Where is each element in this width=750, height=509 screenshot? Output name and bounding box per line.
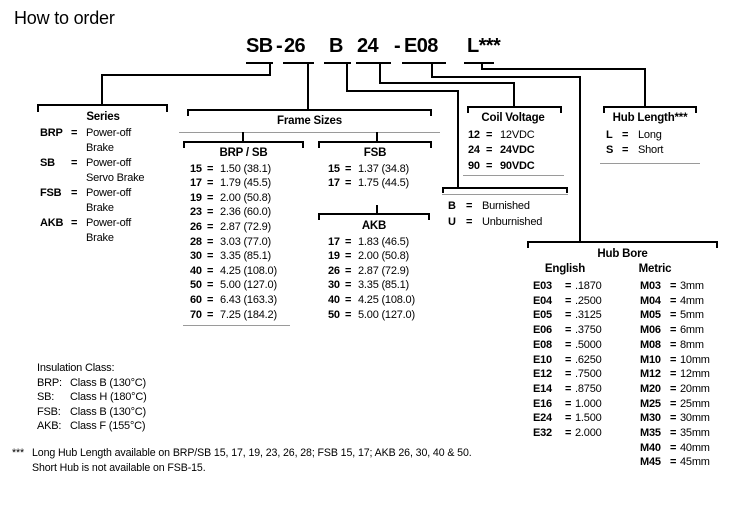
table-row: 28 = 3.03 (77.0) [190,235,272,248]
series-list [37,126,169,246]
table-row: 12 = 12VDC [468,128,535,141]
table-row: 26 = 2.87 (72.9) [190,220,272,233]
coil-voltage-title: Coil Voltage [481,112,545,124]
hub-length-title: Hub Length*** [612,112,688,124]
footnote-line-2: Short Hub is not available on FSB-15. [32,462,206,474]
insulation-line: AKB: Class F (155°C) [37,420,146,433]
connector-segment [346,63,348,92]
bracket-tick [442,187,444,193]
table-row: S = Short [606,144,664,157]
connector-segment [346,90,459,92]
table-row: 24 = 24VDC [468,144,535,157]
table-row: Servo Brake [86,172,145,184]
table-row: 50 = 5.00 (127.0) [328,308,415,321]
series-box-title: Series [86,111,120,123]
burnish-rule [442,194,568,195]
hub-length-box [598,111,702,159]
table-row: M12 = 12mm [640,368,710,381]
underline-frame-size [283,62,314,64]
table-row: FSB = Power-off [40,187,132,199]
table-row: E10 = .6250 [533,353,602,366]
table-row: M03 = 3mm [640,280,704,292]
code-hub-bore: E08 [404,35,438,57]
brp-sb-box [183,146,304,322]
table-row: 23 = 2.36 (60.0) [190,206,272,219]
connector-segment [579,76,581,243]
footnote-marker: *** [12,447,25,459]
series-box [37,110,169,246]
table-row: E08 = .5000 [533,338,602,351]
hub-length-bottom-rule [600,163,700,164]
table-row: 70 = 7.25 (184.2) [190,308,277,321]
table-row: Brake [86,232,114,244]
bracket-hub-bore [527,241,718,243]
table-row: Brake [86,142,114,154]
table-row: M20 = 20mm [640,382,710,395]
underline-hub-length [464,62,494,64]
code-dash-2: - [394,35,401,57]
table-row: BRP = Power-off [40,127,132,139]
burnish-list [442,198,572,230]
table-row: E03 = .1870 [533,280,602,292]
page-title: How to order [14,8,115,28]
table-row: M30 = 30mm [640,412,710,425]
bracket-tick [566,187,568,193]
code-voltage: 24 [357,35,379,57]
connector-segment [644,68,646,108]
code-dash-1: - [276,35,283,57]
bracket-brp-sb [183,141,304,143]
table-row: E04 = .2500 [533,294,602,307]
hub-bore-metric-box [640,278,725,470]
bracket-frame-sizes [187,109,432,111]
connector-segment [481,68,646,70]
hub-bore-title: Hub Bore [597,248,648,260]
table-row: M35 = 35mm [640,427,710,440]
table-row: 26 = 2.87 (72.9) [328,264,410,277]
table-row: E32 = 2.000 [533,427,602,440]
code-series: SB [246,35,273,57]
connector-segment [101,74,103,106]
table-row: E24 = 1.500 [533,412,602,425]
insulation-line: FSB: Class B (130°C) [37,405,146,418]
code-frame-size: 26 [284,35,306,57]
code-hub-length: L*** [467,35,501,57]
table-row: 17 = 1.75 (44.5) [328,177,410,190]
table-row: 15 = 1.37 (34.8) [328,162,410,175]
table-row: 30 = 3.35 (85.1) [328,279,410,292]
underline-hub-bore [402,62,446,64]
table-row: E12 = .7500 [533,368,602,381]
akb-list [318,235,430,323]
hub-bore-english-list [533,279,621,441]
coil-voltage-list [462,128,564,175]
connector-segment [431,76,581,78]
table-row: B = Burnished [448,200,530,212]
frame-sizes-title: Frame Sizes [277,115,342,127]
table-row: E16 = 1.000 [533,397,602,410]
table-row: M05 = 5mm [640,309,704,322]
insulation-heading: Insulation Class: [37,362,115,374]
connector-segment [379,82,515,84]
table-row: 17 = 1.83 (46.5) [328,235,410,248]
insulation-line: SB: Class H (180°C) [37,391,147,404]
hub-length-list [598,128,702,159]
frame-sizes-title-rule [179,132,440,133]
connector-segment [513,82,515,108]
table-row: U = Unburnished [448,216,543,228]
bracket-fsb [318,141,432,143]
table-row: 19 = 2.00 (50.8) [190,191,272,204]
table-row: M45 = 45mm [640,456,710,469]
hub-bore-english-header: English [544,263,586,275]
table-row: M06 = 6mm [640,324,704,337]
code-burnish: B [329,35,343,57]
table-row: 19 = 2.00 (50.8) [328,250,410,263]
connector-segment [101,74,271,76]
insulation-class-block [37,361,147,434]
coil-voltage-box [462,111,564,174]
bracket-akb [318,213,430,215]
connector-segment [457,90,459,189]
table-row: 50 = 5.00 (127.0) [190,279,277,292]
brp-sb-title: BRP / SB [219,147,268,159]
table-row: 60 = 6.43 (163.3) [190,293,277,306]
table-row: M40 = 40mm [640,441,710,454]
akb-title: AKB [361,220,387,232]
fsb-box [318,146,432,191]
bracket-burnish [442,187,568,189]
hub-bore-english-box [533,278,621,441]
connector-segment [307,63,309,111]
underline-voltage [356,62,391,64]
table-row: 40 = 4.25 (108.0) [190,264,277,277]
hub-bore-metric-header: Metric [638,263,672,275]
burnish-box [442,197,572,230]
table-row: 15 = 1.50 (38.1) [190,162,272,175]
table-row: M10 = 10mm [640,353,710,366]
coil-voltage-bottom-rule [463,175,564,176]
table-row: 90 = 90VDC [468,159,535,172]
table-row: M25 = 25mm [640,397,710,410]
table-row: E14 = .8750 [533,382,602,395]
insulation-lines [37,376,147,434]
table-row: AKB = Power-off [40,217,132,229]
insulation-line: BRP: Class B (130°C) [37,376,146,389]
connector-segment [379,63,381,84]
table-row: M08 = 8mm [640,338,704,351]
table-row: M04 = 4mm [640,294,704,307]
fsb-list [318,162,432,191]
table-row: 30 = 3.35 (85.1) [190,250,272,263]
footnote-line-1: Long Hub Length available on BRP/SB 15, 17, 19, 23, 26, 28; FSB 15, 17; AKB 26, 30, 40 & 50. [32,447,472,459]
fsb-title: FSB [363,147,387,159]
hub-bore-metric-list [640,279,725,470]
table-row: SB = Power-off [40,157,132,169]
bracket-series [37,104,168,106]
table-row: E06 = .3750 [533,324,602,337]
akb-box [318,219,430,322]
bracket-hub-length [603,106,697,108]
brp-sb-bottom-rule [183,325,290,326]
table-row: 40 = 4.25 (108.0) [328,293,415,306]
brp-sb-list [183,162,304,323]
bracket-coil-voltage [467,106,562,108]
table-row: 17 = 1.79 (45.5) [190,177,272,190]
table-row: L = Long [606,128,662,141]
table-row: Brake [86,202,114,214]
table-row: E05 = .3125 [533,309,602,322]
